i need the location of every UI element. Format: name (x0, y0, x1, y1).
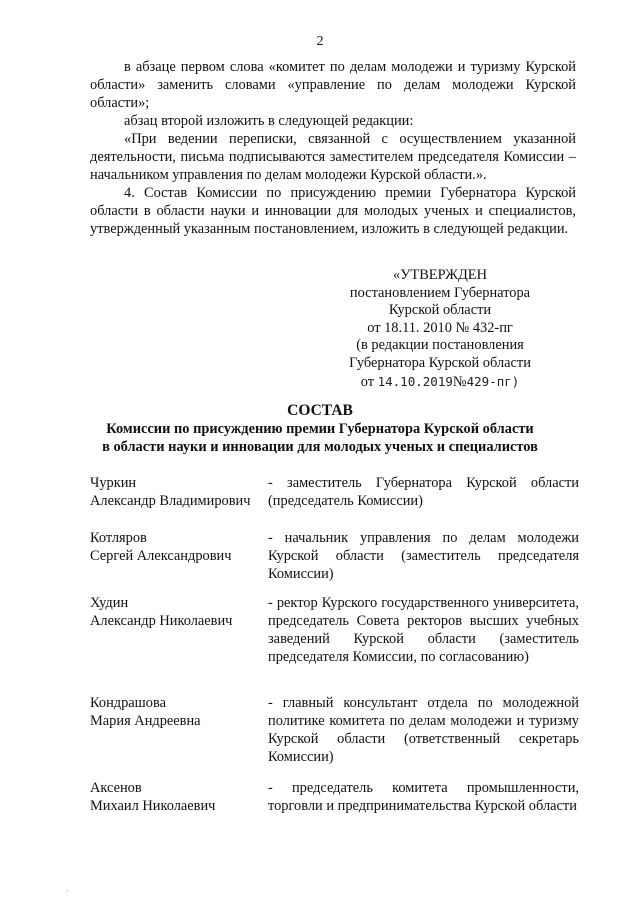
approval-date-prefix: от (360, 373, 374, 390)
approval-stamp (330, 267, 550, 391)
member-name (90, 474, 268, 510)
member-given-name: Сергей Александрович (90, 548, 232, 564)
page-number: 2 (316, 34, 324, 49)
approval-number-suffix: -пг) (489, 373, 520, 389)
member-surname: Кондрашова (90, 695, 166, 711)
composition-title (0, 402, 640, 456)
member-given-name: Александр Николаевич (90, 613, 233, 629)
approval-line: Курской области (388, 302, 492, 319)
member-name (90, 529, 268, 565)
approval-heading: «УТВЕРЖДЕН (393, 267, 487, 283)
document-body (90, 58, 576, 238)
scan-margin-mark: ‘ (66, 888, 69, 897)
member-name (90, 779, 268, 815)
member-name (90, 594, 268, 630)
approval-line: Губернатора Курской области (349, 354, 531, 371)
member-role: - ректор Курского государственного университета, председатель Совета ректоров высших учебных заведений Курской области (заместитель председателя Комиссии, по согласованию) (268, 595, 579, 665)
composition-heading: СОСТАВ (287, 402, 353, 419)
member-surname: Чуркин (90, 475, 137, 491)
member-surname: Аксенов (90, 780, 142, 796)
member-role: - главный консультант отдела по молодежной политике комитета по делам молодежи и туризму Курской области (ответственный секретарь Комиссии) (268, 695, 579, 765)
approval-revision-date-line (330, 373, 550, 392)
paragraph-second-abzac: абзац второй изложить в следующей редакции: (124, 113, 414, 129)
paragraph-replace-words: в абзаце первом слова «комитет по делам молодежи и туризму Курской области» заменить словами «управление по делам молодежи Курской области»; (90, 59, 576, 111)
paragraph-item-4: 4. Состав Комиссии по присуждению премии Губернатора Курской области в области науки и инновации для молодых ученых и специалистов, утвержденный указанным постановлением, изложить в следующей редакции. (90, 185, 576, 237)
composition-subtitle-line-1: Комиссии по присуждению премии Губернатора Курской области (106, 421, 534, 437)
member-given-name: Мария Андреевна (90, 713, 201, 729)
paragraph-correspondence: «При ведении переписки, связанной с осуществлением указанной деятельности, письма подписываются заместителем председателя Комиссии – начальником управления по делам молодежи Курской области.». (90, 131, 576, 183)
member-role: - начальник управления по делам молодежи Курской области (заместитель председателя Комиссии) (268, 530, 579, 582)
member-name (90, 694, 268, 730)
approval-line: от 18.11. 2010 № 432-пг (367, 319, 513, 336)
member-given-name: Александр Владимирович (90, 493, 251, 509)
approval-line: постановлением Губернатора (349, 284, 531, 301)
approval-date: 14.10.2019 (377, 373, 453, 389)
approval-number-sign: № (452, 373, 467, 390)
approval-number: 429 (466, 373, 490, 389)
composition-subtitle-line-2: в области науки и инновации для молодых ученых и специалистов (102, 439, 538, 455)
member-surname: Худин (90, 595, 129, 611)
approval-line: (в редакции постановления (356, 337, 524, 354)
member-surname: Котляров (90, 530, 147, 546)
member-role: - заместитель Губернатора Курской области (председатель Комиссии) (268, 475, 579, 509)
member-given-name: Михаил Николаевич (90, 798, 216, 814)
member-role: - председатель комитета промышленности, торговли и предпринимательства Курской области (268, 780, 579, 814)
